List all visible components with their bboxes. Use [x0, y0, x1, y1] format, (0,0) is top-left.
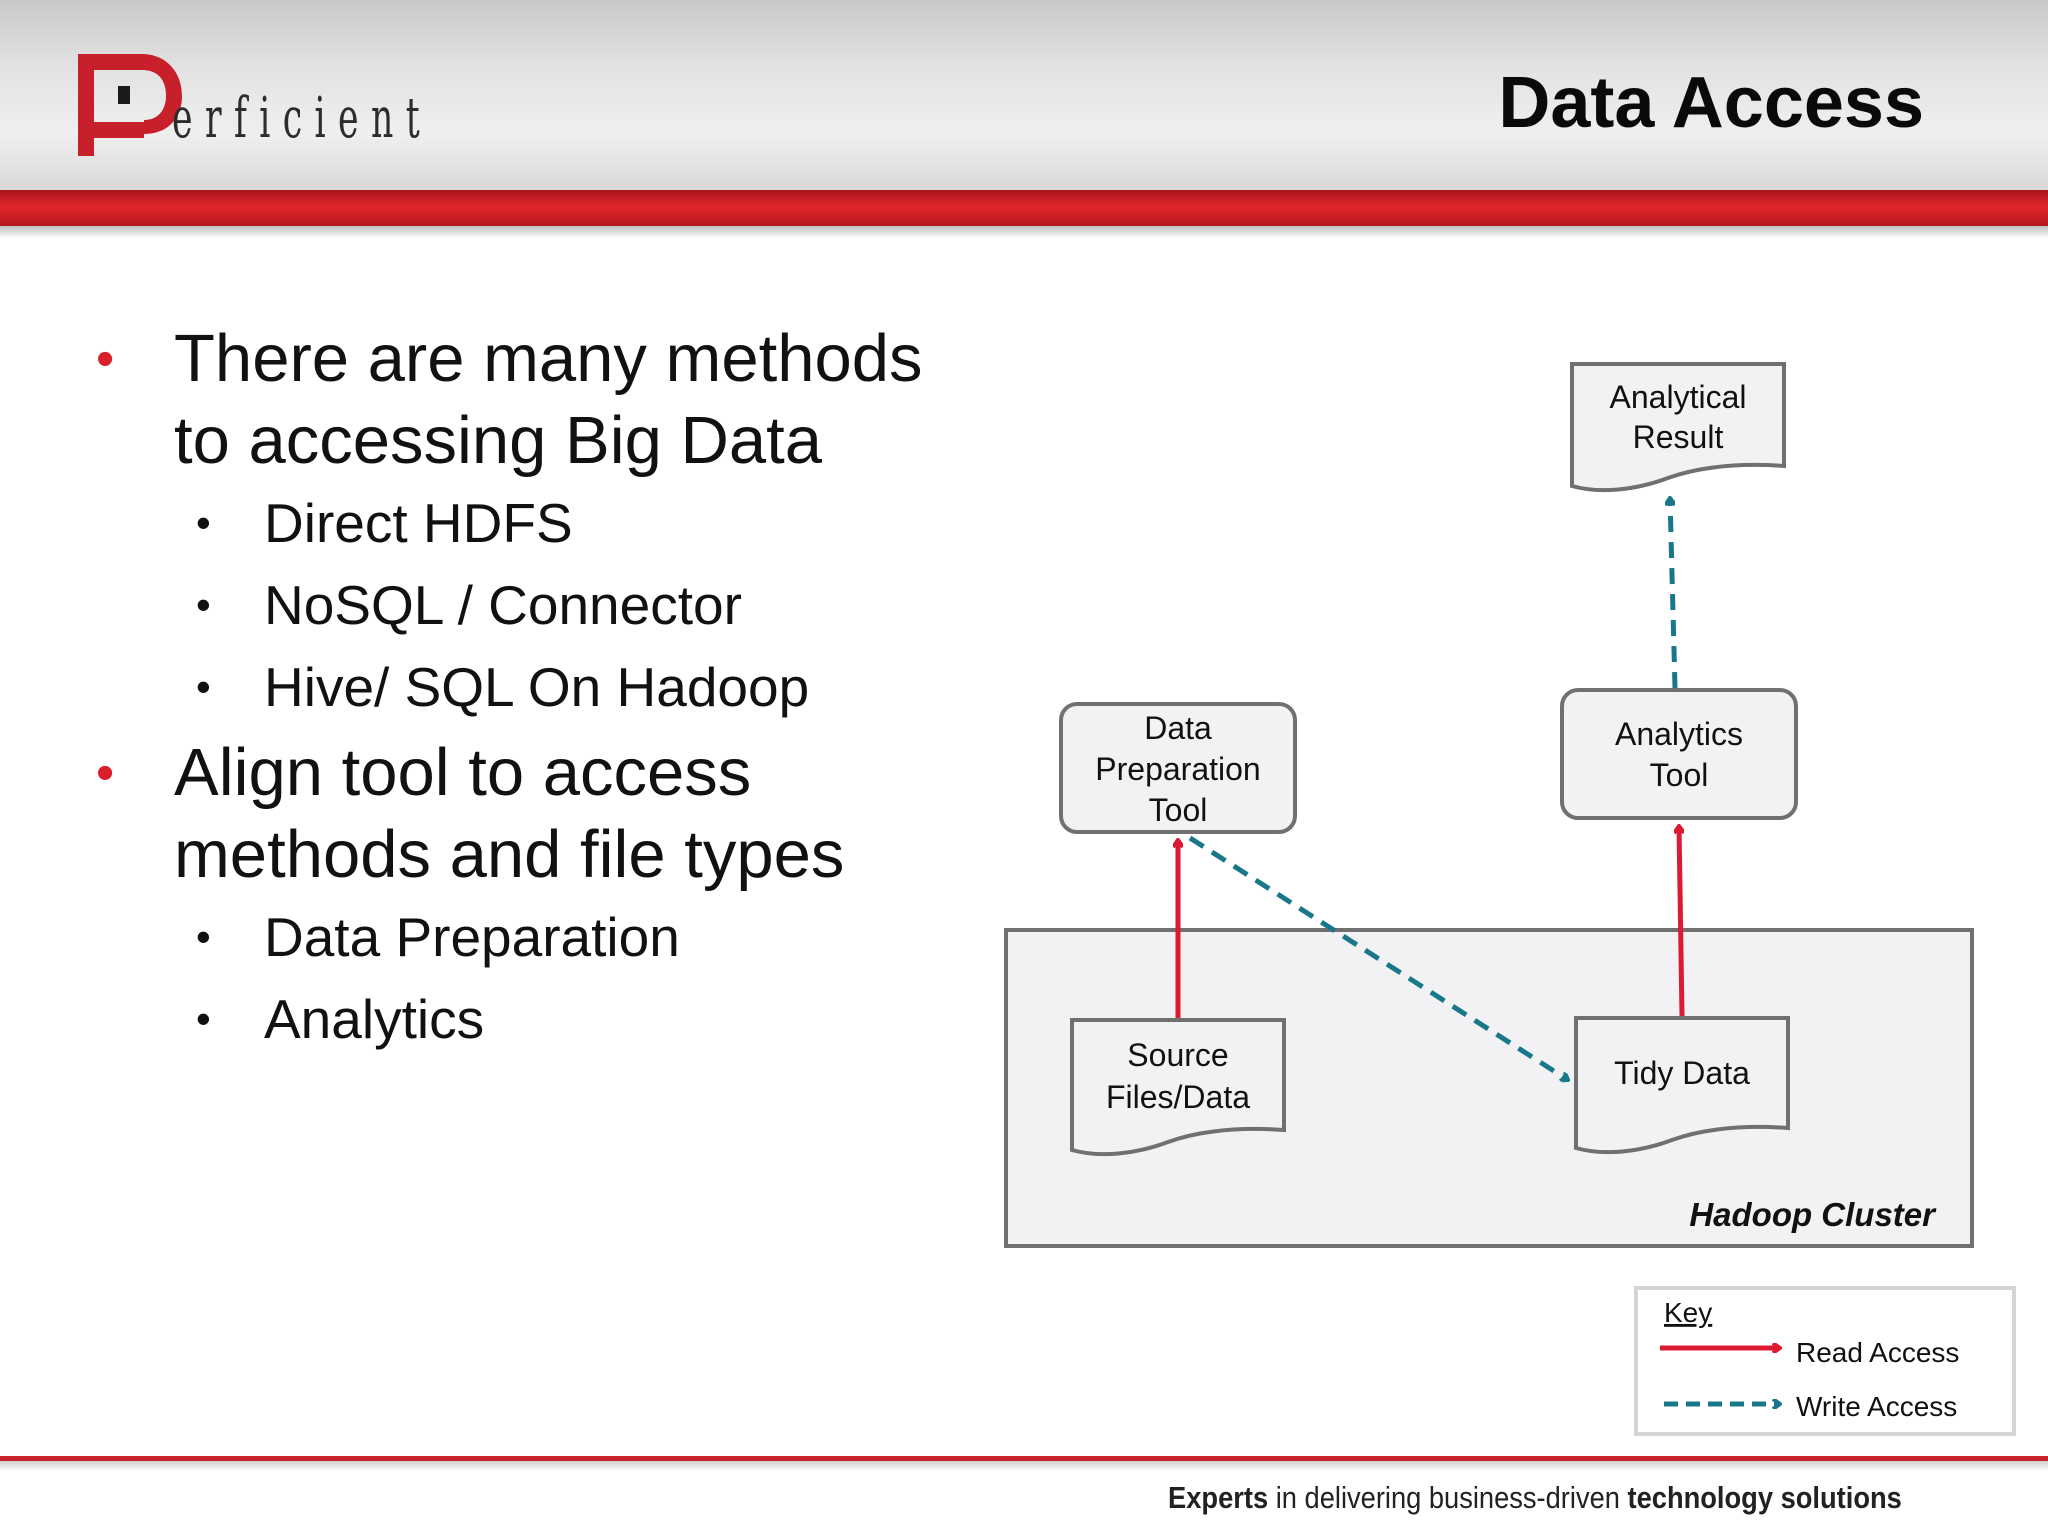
- legend-read-label: Read Access: [1796, 1337, 1960, 1368]
- bullet-dot-icon: •: [96, 330, 115, 388]
- footer-shadow: [0, 1461, 2048, 1471]
- sub-bullet-dot-icon: •: [196, 663, 211, 710]
- node-label: Data: [1144, 710, 1212, 746]
- write-arrow-analytics-to-result: [1670, 498, 1675, 688]
- tagline-middle: in delivering business-driven: [1268, 1480, 1628, 1515]
- bullet-dot-icon: •: [96, 744, 115, 802]
- logo-wordmark: erficient: [172, 86, 433, 151]
- sub-bullet-text: Hive/ SQL On Hadoop: [264, 656, 810, 718]
- node-label: Preparation: [1095, 751, 1261, 787]
- node-label: Result: [1632, 419, 1724, 455]
- node-label: Tool: [1148, 792, 1208, 828]
- sub-bullet-dot-icon: •: [196, 995, 211, 1042]
- node-label: Tool: [1649, 757, 1709, 793]
- sub-bullet-text: Direct HDFS: [264, 492, 573, 554]
- sub-bullet-text: Data Preparation: [264, 906, 680, 968]
- sub-bullet-dot-icon: •: [196, 581, 211, 628]
- node-label: Source: [1127, 1037, 1229, 1073]
- sub-bullet-dot-icon: •: [196, 499, 211, 546]
- sub-bullet-text: NoSQL / Connector: [264, 574, 742, 636]
- page-title: Data Access: [1498, 63, 1924, 143]
- sub-bullet-dot-icon: •: [196, 913, 211, 960]
- legend-write-label: Write Access: [1796, 1391, 1958, 1422]
- cluster-label: Hadoop Cluster: [1689, 1196, 1935, 1233]
- tagline-bold-2: technology solutions: [1627, 1480, 1902, 1515]
- node-label: Files/Data: [1105, 1079, 1251, 1115]
- tagline-bold-1: Experts: [1168, 1480, 1269, 1515]
- read-arrow-tidy-to-analytics: [1679, 826, 1682, 1016]
- node-label: Analytics: [1614, 716, 1744, 752]
- bullet-text: There are many methods to accessing Big Data: [174, 321, 923, 478]
- bullet-text: Align tool to access methods and file types: [174, 735, 845, 892]
- legend-title: Key: [1664, 1297, 1713, 1328]
- node-label: Analytical: [1609, 379, 1747, 415]
- footer-tagline: [1168, 1480, 1902, 1516]
- analytics-tool-node: [1562, 690, 1796, 818]
- node-label: Tidy Data: [1614, 1055, 1750, 1091]
- sub-bullet-text: Analytics: [264, 988, 485, 1050]
